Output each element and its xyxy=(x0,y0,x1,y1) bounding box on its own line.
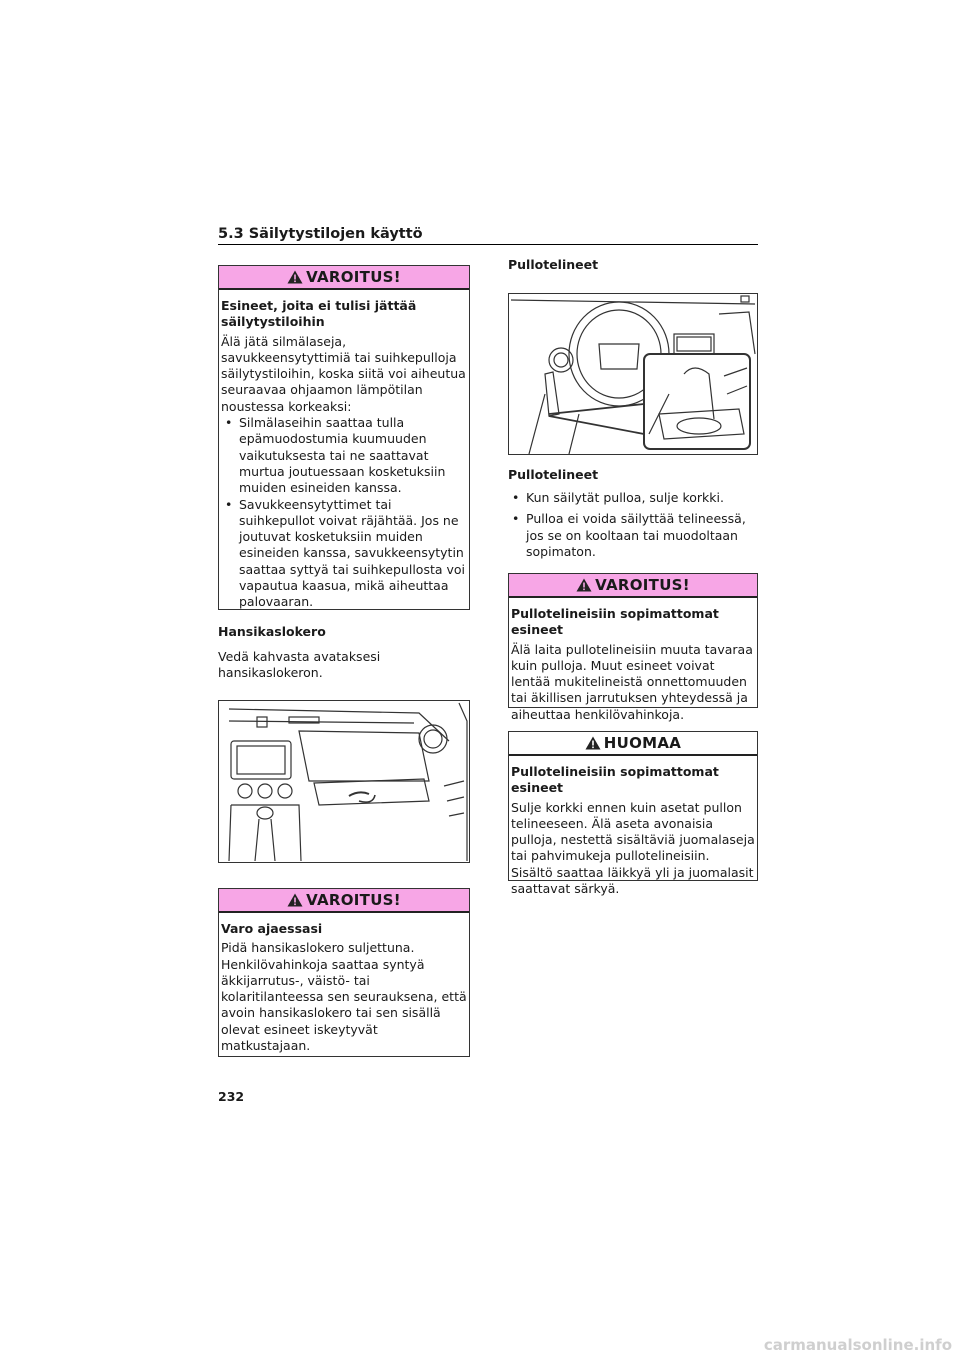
warning-box-drive-carefully xyxy=(218,888,470,1057)
watermark: carmanualsonline.info xyxy=(763,1336,952,1354)
warning-label: VAROITUS! xyxy=(306,891,401,909)
glovebox-illustration xyxy=(218,700,470,863)
glovebox-heading: Hansikaslokero xyxy=(218,624,326,639)
warning-text: Älä laita pullotelineisiin muuta tavaraa kuin pulloja. Muut esineet voivat lentää mukitelineistä onnettomuuden tai äkillisen jarrutuksen yhteydessä ja aiheuttaa henkilövahinkoja. xyxy=(511,641,753,722)
glovebox-instruction: Vedä kahvasta avataksesi hansikaslokeron. xyxy=(218,649,381,681)
notice-icon xyxy=(585,736,601,750)
warning-header xyxy=(219,889,469,913)
notice-box-bottle-items xyxy=(508,731,758,897)
notice-header xyxy=(509,732,757,756)
bottle-holder-caption: Pullotelineet xyxy=(508,467,599,482)
warning-header xyxy=(219,266,469,290)
warning-bullet: • Savukkeensytyttimet tai suihkepullot voivat räjähtää. Jos ne joutuvat kosketuksiin muiden esineiden kanssa, savukkeensytytin saattaa syttyä tai suihkepullosta voi vapautua kaasua, mikä aiheuttaa palovaaran. xyxy=(221,497,467,611)
warning-triangle-icon xyxy=(576,578,592,592)
notice-title: Pullotelineisiin sopimattomat esineet xyxy=(511,764,719,796)
page-number: 232 xyxy=(218,1089,245,1104)
warning-intro: Älä jätä silmälaseja, savukkeensytyttimiä tai suihkepulloja säilytystiloihin, koska siitä voi aiheutua seuraavaa ohjaamon lämpötilan noustessa korkeaksi: xyxy=(221,333,466,414)
bottle-holder-drawing xyxy=(509,294,757,454)
warning-label: VAROITUS! xyxy=(306,268,401,286)
warning-box-stored-items xyxy=(218,265,470,610)
warning-text: Pidä hansikaslokero suljettuna. Henkilövahinkoja saattaa syntyä äkkijarrutus-, väistö- tai kolaritilanteessa sen seurauksena, että avoin hansikaslokero tai sen sisällä olevat esineet iskeytyvät matkustajaan. xyxy=(221,940,467,1054)
bottle-holder-heading: Pullotelineet xyxy=(508,257,599,272)
warning-triangle-icon xyxy=(287,893,303,907)
warning-header xyxy=(509,574,757,598)
header-rule xyxy=(218,244,758,245)
warning-triangle-icon xyxy=(287,270,303,284)
bottle-holder-illustration xyxy=(508,293,758,455)
warning-bullet: • Silmälaseihin saattaa tulla epämuodostumia kuumuuden vaikutuksesta tai ne saattavat murtua joutuessaan kosketuksiin muiden esineiden kanssa. xyxy=(221,415,467,496)
warning-label: VAROITUS! xyxy=(595,576,690,594)
warning-box-bottle-items xyxy=(508,573,758,722)
notice-label: HUOMAA xyxy=(603,734,682,752)
section-header: 5.3 Säilytystilojen käyttö xyxy=(218,226,423,242)
notice-text: Sulje korkki ennen kuin asetat pullon telineeseen. Älä aseta avonaisia pulloja, nestettä sisältäviä juomalaseja tai pahvimukeja pullotelineisiin. Sisältö saattaa läikkyä yli ja juomalasit saattavat särkyä. xyxy=(511,799,755,897)
bottle-holder-bullets xyxy=(508,490,758,560)
glovebox-drawing xyxy=(219,701,469,862)
bottle-bullet: • Kun säilytät pulloa, sulje korkki. xyxy=(508,490,758,506)
warning-title: Pullotelineisiin sopimattomat esineet xyxy=(511,606,719,638)
bottle-bullet: • Pulloa ei voida säilyttää telineessä, jos se on kooltaan tai muodoltaan sopimaton. xyxy=(508,511,758,560)
warning-title: Varo ajaessasi xyxy=(221,921,323,936)
warning-title: Esineet, joita ei tulisi jättää säilytystiloihin xyxy=(221,298,417,330)
